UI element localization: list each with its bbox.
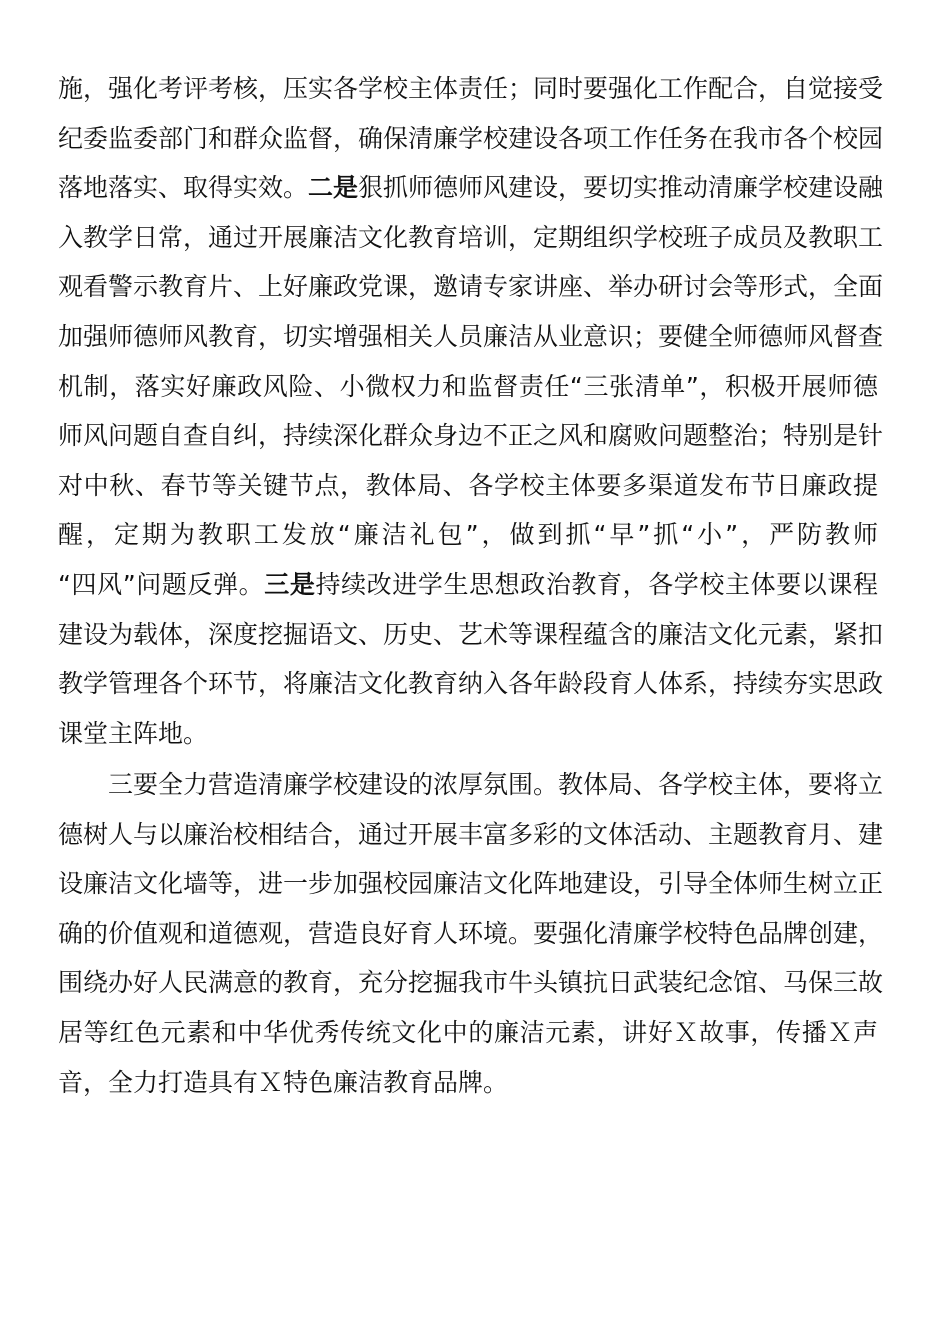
paragraph-1-line [58,213,884,263]
text-run: 观看警示教育片、上好廉政党课，邀请专家讲座、举办研讨会等形式，全面 [58,272,884,302]
bold-marker-two: 二是 [308,173,359,203]
text-run: 音，全力打造具有Ｘ特色廉洁教育品牌。 [58,1067,509,1097]
paragraph-1-line [58,362,878,412]
text-run: 居等红色元素和中华优秀传统文化中的廉洁元素，讲好Ｘ故事，传播Ｘ声 [58,1017,878,1047]
text-run: 确的价值观和道德观，营造良好育人环境。要强化清廉学校特色品牌创建， [58,918,884,948]
paragraph-2-line [58,810,884,860]
paragraph-1-line [58,461,878,511]
text-run: 醒，定期为教职工发放“廉洁礼包”，做到抓“早”抓“小”，严防教师 [58,520,878,550]
text-run: 对中秋、春节等关键节点，教体局、各学校主体要多渠道发布节日廉政提 [58,470,878,500]
text-run: 落地落实、取得实效。 [58,173,309,203]
text-run: 三要全力营造清廉学校建设的浓厚氛围。教体局、各学校主体，要将立 [108,770,884,799]
paragraph-2-line [58,1058,878,1108]
paragraph-1-line [58,163,884,213]
text-run: “四风”问题反弹。 [58,569,265,599]
text-run: 狠抓师德师风建设，要切实推动清廉学校建设融 [358,173,884,203]
paragraph-1-line [58,262,884,312]
text-run: 德树人与以廉治校相结合，通过开展丰富多彩的文体活动、主题教育月、建 [58,819,884,849]
text-run: 纪委监委部门和群众监督，确保清廉学校建设各项工作任务在我市各个校园 [58,123,884,153]
text-run: 课堂主阵地。 [58,718,209,748]
text-run: 教学管理各个环节，将廉洁文化教育纳入各年龄段育人体系，持续夯实思政 [58,669,884,699]
paragraph-2 [58,760,884,1107]
text-run: 建设为载体，深度挖掘语文、历史、艺术等课程蕴含的廉洁文化元素，紧扣 [58,619,884,649]
text-run: 设廉洁文化墙等，进一步加强校园廉洁文化阵地建设，引导全体师生树立正 [58,869,884,899]
text-run: 师风问题自查自纠，持续深化群众身边不正之风和腐败问题整治；特别是针 [58,421,884,451]
paragraph-1-line [58,411,884,461]
paragraph-1 [58,64,884,758]
paragraph-2-line [58,859,884,909]
text-run: 持续改进学生思想政治教育，各学校主体要以课程 [315,569,878,599]
text-run: 施，强化考评考核，压实各学校主体责任；同时要强化工作配合，自觉接受 [58,74,884,103]
bold-marker-three: 三是 [264,569,316,599]
text-run: 围绕办好人民满意的教育，充分挖掘我市牛头镇抗日武装纪念馆、马保三故 [58,968,884,998]
text-run: 机制，落实好廉政风险、小微权力和监督责任“三张清单”，积极开展师德 [58,371,878,401]
paragraph-1-line [58,510,878,560]
text-run: 加强师德师风教育，切实增强相关人员廉洁从业意识；要健全师德师风督查 [58,321,884,351]
paragraph-1-line [58,709,878,759]
paragraph-2-line [58,760,884,810]
paragraph-2-line [58,909,884,959]
paragraph-1-line [58,560,878,610]
paragraph-1-line [58,64,884,114]
text-run: 入教学日常，通过开展廉洁文化教育培训，定期组织学校班子成员及教职工 [58,222,884,252]
paragraph-1-line [58,312,884,362]
paragraph-2-line [58,958,884,1008]
paragraph-2-line [58,1008,878,1058]
paragraph-1-line [58,114,884,164]
paragraph-1-line [58,610,884,660]
paragraph-1-line [58,659,884,709]
